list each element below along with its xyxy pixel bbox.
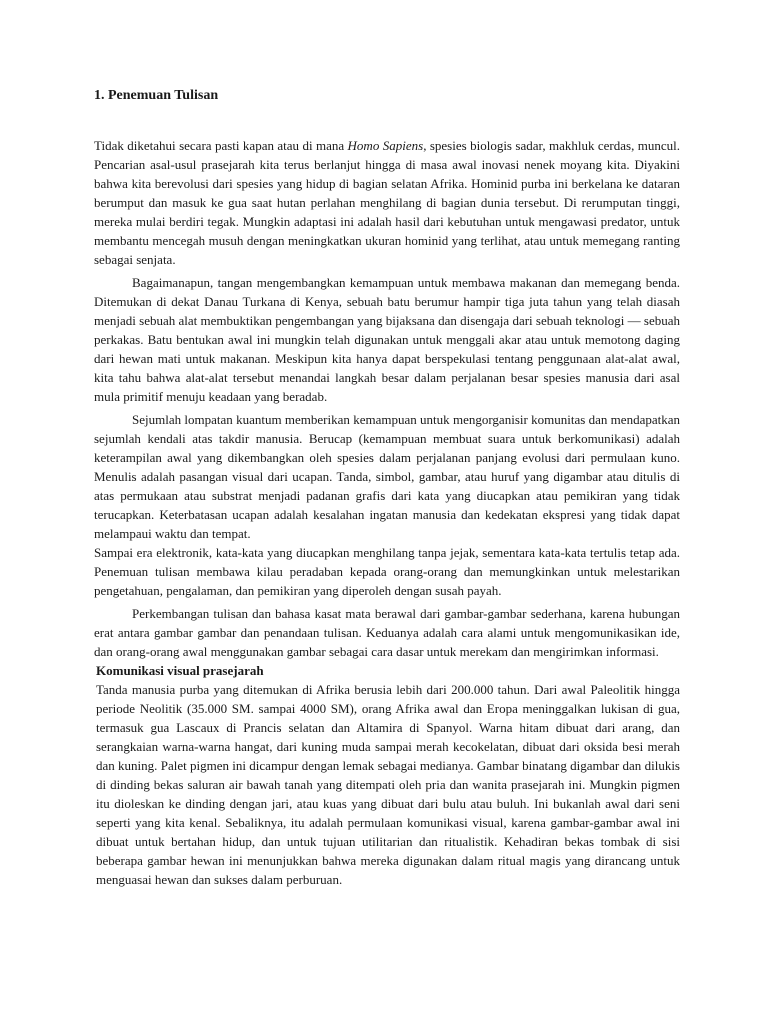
paragraph-1-species-name: Homo Sapiens (347, 138, 424, 153)
paragraph-4: Sampai era elektronik, kata-kata yang diucapkan menghilang tanpa jejak, sementara kata-kata tertulis tetap ada. Penemuan tulisan membawa kilau peradaban kepada orang-orang dan memungkinkan untuk melestarikan pengetahuan, pengalaman, dan pemikiran yang diperoleh dengan susah payah. (94, 545, 680, 598)
document-body (94, 86, 680, 889)
paragraph-1-lead: Tidak diketahui secara pasti kapan atau di mana (94, 138, 348, 153)
paragraph-1 (94, 136, 680, 269)
paragraph-5: Perkembangan tulisan dan bahasa kasat mata berawal dari gambar-gambar sederhana, karena hubungan erat antara gambar gambar dan penandaan tulisan. Keduanya adalah cara alami untuk mengomunikasikan ide, dan orang-orang awal menggunakan gambar sebagai cara dasar untuk merekam dan mengirimkan informasi. (94, 606, 680, 659)
paragraph-2: Bagaimanapun, tangan mengembangkan kemampuan untuk membawa makanan dan memegang benda. Ditemukan di dekat Danau Turkana di Kenya, sebuah batu berumur hampir tiga juta tahun yang telah diasah menjadi sebuah alat membuktikan pengembangan yang bijaksana dan disengaja dari sebuah teknologi — sebuah perkakas. Batu bentukan awal ini mungkin telah digunakan untuk menggali akar atau untuk memotong daging dari hewan mati untuk makanan. Meskipun kita hanya dapat berspekulasi tentang penggunaan alat-alat awal, kita tahu bahwa alat-alat tersebut menandai langkah besar dalam perjalanan besar spesies manusia dari asal mula primitif menuju keadaan yang beradab. (94, 275, 680, 404)
title-spacer (94, 105, 680, 136)
paragraph-6: Tanda manusia purba yang ditemukan di Afrika berusia lebih dari 200.000 tahun. Dari awal Paleolitik hingga periode Neolitik (35.000 SM. sampai 4000 SM), orang Afrika awal dan Eropa meninggalkan lukisan di gua, termasuk gua Lascaux di Prancis selatan dan Altamira di Spanyol. Warna hitam dibuat dari arang, dan serangkaian warna-warna hangat, dari kuning muda sampai merah kecokelatan, dibuat dari oksida besi merah dan kuning. Palet pigmen ini dicampur dengan lemak sebagai medianya. Gambar binatang digambar dan dilukis di dinding bekas saluran air bawah tanah yang ditempati oleh pria dan wanita prasejarah ini. Mungkin pigmen itu dioleskan ke dinding dengan jari, atau kuas yang dibuat dari bulu atau buluh. Ini bukanlah awal dari seni seperti yang kita kenal. Sebaliknya, itu adalah permulaan komunikasi visual, karena gambar-gambar awal ini dibuat untuk bertahan hidup, dan untuk tujuan utilitarian dan ritualistik. Kehadiran bekas tombak di sisi beberapa gambar hewan ini menunjukkan bahwa mereka digunakan dalam ritual magis yang dirancang untuk menguasai hewan dan sukses dalam perburuan. (96, 682, 680, 887)
subsection-title: Komunikasi visual prasejarah (96, 663, 264, 678)
paragraph-3: Sejumlah lompatan kuantum memberikan kemampuan untuk mengorganisir komunitas dan mendapatkan sejumlah kendali atas takdir manusia. Berucap (kemampuan membuat suara untuk berkomunikasi) adalah keterampilan awal yang dikembangkan oleh spesies dalam perjalanan panjang evolusi dari permulaan kuno. Menulis adalah pasangan visual dari ucapan. Tanda, simbol, gambar, atau huruf yang digambar atau ditulis di atas permukaan atau substrat menjadi padanan grafis dari kata yang diucapkan atau pemikiran yang tidak terucapkan. Keterbatasan ucapan adalah kesalahan ingatan manusia dan kedekatan ekspresi yang tidak dapat melampaui waktu dan tempat. (94, 412, 680, 541)
section-title: 1. Penemuan Tulisan (94, 88, 219, 103)
paragraph-1-rest: , spesies biologis sadar, makhluk cerdas, muncul. Pencarian asal-usul prasejarah kita terus berlanjut hingga di masa awal inovasi nenek moyang kita. Diyakini bahwa kita berevolusi dari spesies yang hidup di bagian selatan Afrika. Hominid purba ini berkelana ke dataran berumput dan masuk ke gua saat hutan perlahan menghilang di bagian dunia tersebut. Di rerumputan tinggi, mereka mulai berdiri tegak. Mungkin adaptasi ini adalah hasil dari kebutuhan untuk mengawasi predator, untuk membantu mencegah musuh dengan meningkatkan ukuran hominid yang terlihat, atau untuk memegang ranting sebagai senjata. (94, 138, 680, 267)
